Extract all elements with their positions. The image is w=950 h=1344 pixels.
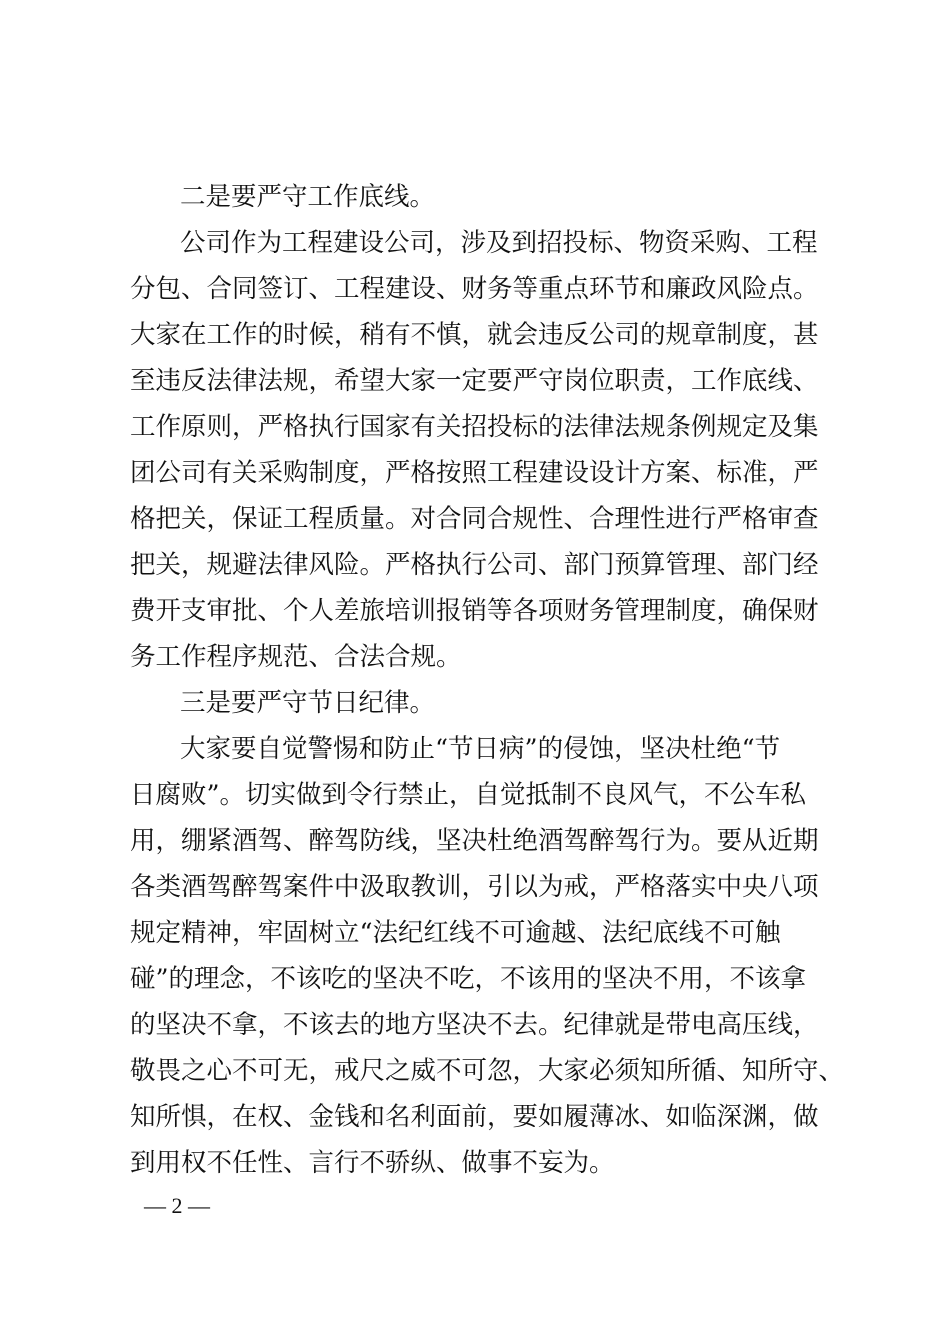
heading-work-bottom-line: 二是要严守工作底线。 bbox=[180, 182, 436, 212]
paragraph-line: 大家在工作的时候，稍有不慎，就会违反公司的规章制度，甚 bbox=[130, 320, 819, 350]
paragraph-line: 务工作程序规范、合法合规。 bbox=[130, 642, 462, 672]
heading-holiday-discipline: 三是要严守节日纪律。 bbox=[180, 688, 436, 718]
paragraph-line: 的坚决不拿，不该去的地方坚决不去。纪律就是带电高压线， bbox=[130, 1010, 819, 1040]
paragraph-line: 公司作为工程建设公司，涉及到招投标、物资采购、工程 bbox=[180, 228, 818, 258]
paragraph-line: 用，绷紧酒驾、醉驾防线，坚决杜绝酒驾醉驾行为。要从近期 bbox=[130, 826, 819, 856]
paragraph-line: 分包、合同签订、工程建设、财务等重点环节和廉政风险点。 bbox=[130, 274, 819, 304]
paragraph-line: 工作原则，严格执行国家有关招投标的法律法规条例规定及集 bbox=[130, 412, 819, 442]
paragraph-line: 碰”的理念，不该吃的坚决不吃，不该用的坚决不用，不该拿 bbox=[130, 964, 807, 994]
paragraph-line: 大家要自觉警惕和防止“节日病”的侵蚀，坚决杜绝“节 bbox=[180, 734, 781, 764]
paragraph-line: 费开支审批、个人差旅培训报销等各项财务管理制度，确保财 bbox=[130, 596, 819, 626]
paragraph-line: 把关，规避法律风险。严格执行公司、部门预算管理、部门经 bbox=[130, 550, 819, 580]
paragraph-line: 日腐败”。切实做到令行禁止，自觉抵制不良风气，不公车私 bbox=[130, 780, 807, 810]
page-number: — 2 — bbox=[144, 1193, 210, 1218]
paragraph-line: 知所惧，在权、金钱和名利面前，要如履薄冰、如临深渊，做 bbox=[130, 1102, 819, 1132]
paragraph-line: 敬畏之心不可无，戒尺之威不可忽，大家必须知所循、知所守、 bbox=[130, 1056, 845, 1086]
paragraph-line: 团公司有关采购制度，严格按照工程建设设计方案、标准，严 bbox=[130, 458, 819, 488]
paragraph-line: 格把关，保证工程质量。对合同合规性、合理性进行严格审查 bbox=[130, 504, 819, 534]
paragraph-line: 各类酒驾醉驾案件中汲取教训，引以为戒，严格落实中央八项 bbox=[130, 872, 819, 902]
paragraph-line: 至违反法律法规，希望大家一定要严守岗位职责，工作底线、 bbox=[130, 366, 819, 396]
paragraph-line: 规定精神，牢固树立“法纪红线不可逾越、法纪底线不可触 bbox=[130, 918, 781, 948]
paragraph-line: 到用权不任性、言行不骄纵、做事不妄为。 bbox=[130, 1148, 615, 1178]
